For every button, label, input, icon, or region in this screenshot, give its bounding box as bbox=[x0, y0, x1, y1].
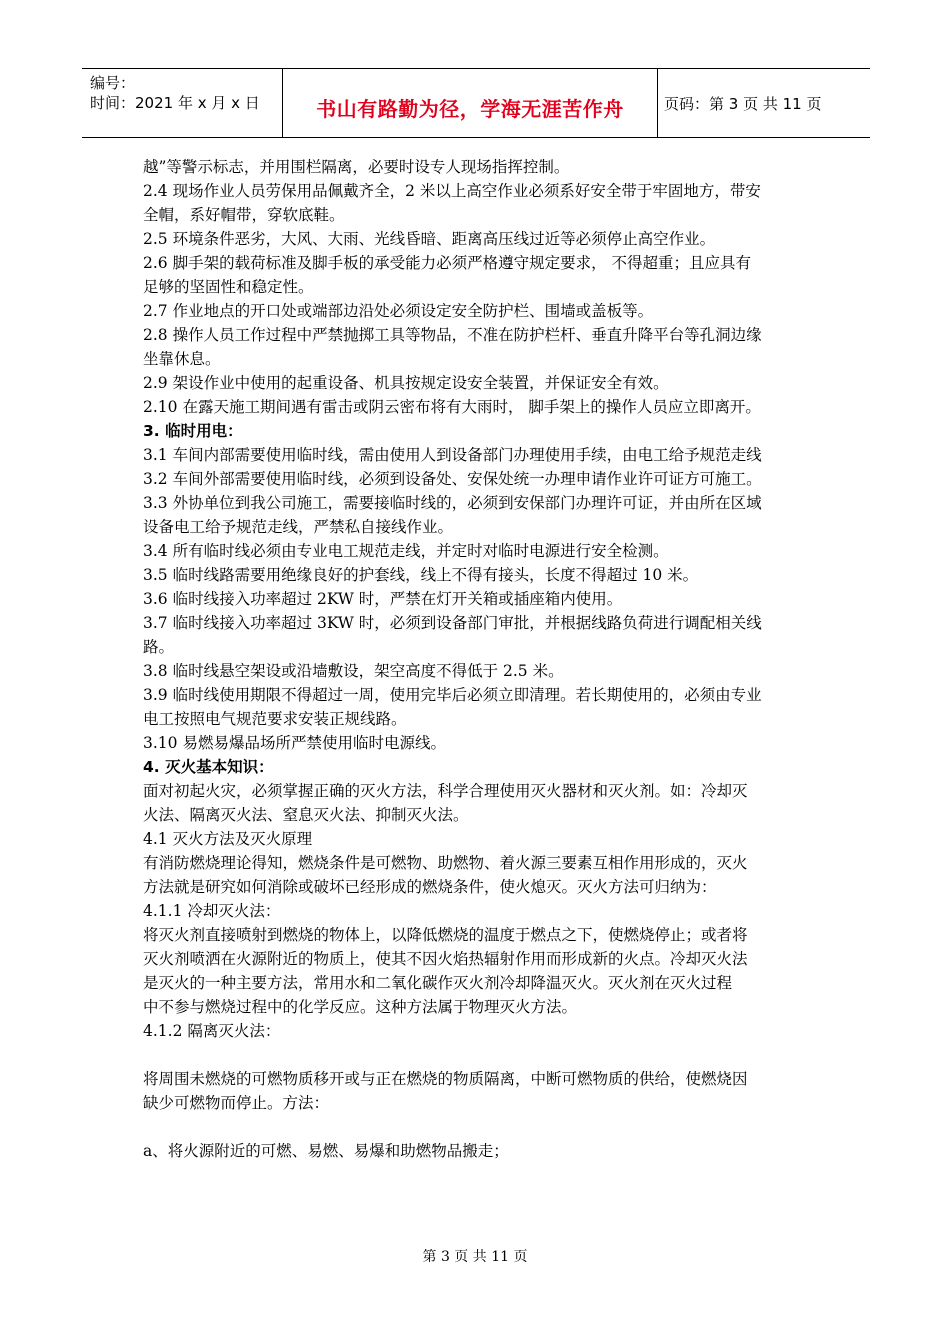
text-line: 3.7 临时线接入功率超过 3KW 时，必须到设备部门审批，并根据线路负荷进行调配相关线 bbox=[143, 614, 762, 632]
text-line: 3.1 车间内部需要使用临时线，需由使用人到设备部门办理使用手续，由电工给予规范走线 bbox=[143, 446, 762, 464]
text-line: 3.5 临时线路需要用绝缘良好的护套线，线上不得有接头，长度不得超过 10 米。 bbox=[143, 566, 699, 584]
text-line: 2.5 环境条件恶劣，大风、大雨、光线昏暗、距离高压线过近等必须停止高空作业。 bbox=[143, 230, 716, 248]
header-motto-cell bbox=[283, 69, 658, 137]
page-header bbox=[82, 68, 870, 138]
text-line: 2.10 在露天施工期间遇有雷击或阴云密布将有大雨时， 脚手架上的操作人员应立即离开。 bbox=[143, 398, 761, 416]
header-meta bbox=[82, 69, 283, 137]
text-line: 2.8 操作人员工作过程中严禁抛掷工具等物品，不准在防护栏杆、垂直升降平台等孔洞边缘 bbox=[143, 326, 762, 344]
text-line: 足够的坚固性和稳定性。 bbox=[143, 278, 314, 296]
text-line: 2.9 架设作业中使用的起重设备、机具按规定设安全装置，并保证安全有效。 bbox=[143, 374, 669, 392]
text-line: 有消防燃烧理论得知，燃烧条件是可燃物、助燃物、着火源三要素互相作用形成的，灭火 bbox=[143, 854, 748, 872]
text-line: 4.1 灭火方法及灭火原理 bbox=[143, 830, 313, 848]
text-line: 缺少可燃物而停止。方法： bbox=[143, 1094, 330, 1112]
text-line: 3.3 外协单位到我公司施工，需要接临时线的，必须到安保部门办理许可证，并由所在区域 bbox=[143, 494, 762, 512]
text-line: 2.6 脚手架的载荷标准及脚手板的承受能力必须严格遵守规定要求， 不得超重；且应具有 bbox=[143, 254, 752, 272]
section-heading: 4. 灭火基本知识： bbox=[143, 758, 274, 776]
blank-line bbox=[143, 1043, 815, 1067]
text-line: a、将火源附近的可燃、易燃、易爆和助燃物品搬走； bbox=[143, 1142, 509, 1160]
text-line: 3.8 临时线悬空架设或沿墙敷设，架空高度不得低于 2.5 米。 bbox=[143, 662, 564, 680]
text-line: 电工按照电气规范要求安装正规线路。 bbox=[143, 710, 407, 728]
text-line: 路。 bbox=[143, 638, 175, 656]
text-line: 火法、隔离灭火法、窒息灭火法、抑制灭火法。 bbox=[143, 806, 469, 824]
text-line: 面对初起火灾，必须掌握正确的灭火方法，科学合理使用灭火器材和灭火剂。如：冷却灭 bbox=[143, 782, 748, 800]
text-line: 3.6 临时线接入功率超过 2KW 时，严禁在灯开关箱或插座箱内使用。 bbox=[143, 590, 623, 608]
text-line: 越”等警示标志，并用围栏隔离，必要时设专人现场指挥控制。 bbox=[143, 158, 570, 176]
header-page-info: 页码：第 3 页 共 11 页 bbox=[664, 95, 822, 113]
header-motto: 书山有路勤为径，学海无涯苦作舟 bbox=[316, 97, 624, 121]
text-line: 将灭火剂直接喷射到燃烧的物体上，以降低燃烧的温度于燃点之下，使燃烧停止；或者将 bbox=[143, 926, 748, 944]
text-line: 4.1.1 冷却灭火法： bbox=[143, 902, 281, 920]
text-line: 3.4 所有临时线必须由专业电工规范走线，并定时对临时电源进行安全检测。 bbox=[143, 542, 669, 560]
text-line: 全帽，系好帽带，穿软底鞋。 bbox=[143, 206, 345, 224]
section-heading: 3. 临时用电： bbox=[143, 422, 243, 440]
text-line: 4.1.2 隔离灭火法： bbox=[143, 1022, 281, 1040]
text-line: 3.10 易燃易爆品场所严禁使用临时电源线。 bbox=[143, 734, 446, 752]
text-line: 灭火剂喷洒在火源附近的物质上，使其不因火焰热辐射作用而形成新的火点。冷却灭火法 bbox=[143, 950, 748, 968]
text-line: 设备电工给予规范走线，严禁私自接线作业。 bbox=[143, 518, 454, 536]
text-line: 中不参与燃烧过程中的化学反应。这种方法属于物理灭火方法。 bbox=[143, 998, 578, 1016]
text-line: 3.9 临时线使用期限不得超过一周，使用完毕后必须立即清理。若长期使用的，必须由专业 bbox=[143, 686, 762, 704]
text-line: 将周围未燃烧的可燃物质移开或与正在燃烧的物质隔离，中断可燃物质的供给，使燃烧因 bbox=[143, 1070, 748, 1088]
text-line: 坐靠休息。 bbox=[143, 350, 221, 368]
page-footer: 第 3 页 共 11 页 bbox=[422, 1249, 528, 1265]
document-body bbox=[143, 155, 815, 1163]
text-line: 方法就是研究如何消除或破坏已经形成的燃烧条件，使火熄灭。灭火方法可归纳为： bbox=[143, 878, 717, 896]
text-line: 2.4 现场作业人员劳保用品佩戴齐全，2 米以上高空作业必须系好安全带于牢固地方，带安 bbox=[143, 182, 761, 200]
text-line: 2.7 作业地点的开口处或端部边沿处必须设定安全防护栏、围墙或盖板等。 bbox=[143, 302, 654, 320]
document-number-label: 编号： bbox=[90, 74, 136, 92]
text-line: 是灭火的一种主要方法，常用水和二氧化碳作灭火剂冷却降温灭火。灭火剂在灭火过程 bbox=[143, 974, 733, 992]
blank-line bbox=[143, 1115, 815, 1139]
text-line: 3.2 车间外部需要使用临时线，必须到设备处、安保处统一办理申请作业许可证方可施工。 bbox=[143, 470, 762, 488]
document-date-label: 时间：2021 年 x 月 x 日 bbox=[90, 94, 260, 112]
